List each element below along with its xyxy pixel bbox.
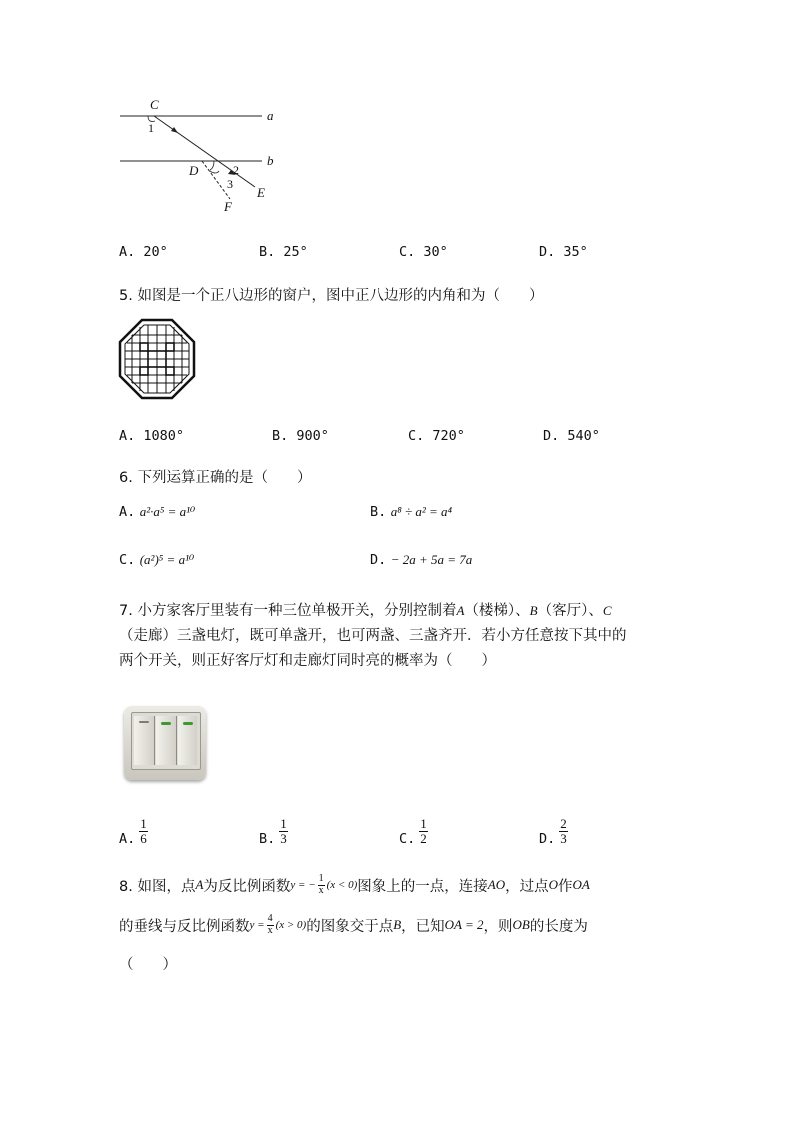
q5-option-c[interactable]: C. 720° xyxy=(408,428,465,444)
q8-line-3: （ ） xyxy=(119,957,177,973)
q4-option-b[interactable]: B. 25° xyxy=(259,244,308,260)
label-3: 3 xyxy=(227,177,233,191)
three-way-switch-image xyxy=(124,706,206,780)
q7-line-3: 两个开关，则正好客厅灯和走廊灯同时亮的概率为（ ） xyxy=(119,653,496,669)
q7-option-c[interactable]: C. $\frac{1}{2}$ xyxy=(399,815,427,847)
q6-option-d[interactable]: D. − 2a + 5a = 7a xyxy=(370,552,473,568)
label-2: 2 xyxy=(233,163,239,177)
q4-option-a[interactable]: A. 20° xyxy=(119,244,168,260)
q5-text: 5. 如图是一个正八边形的窗户，图中正八边形的内角和为（ ） xyxy=(119,288,544,304)
q4-option-d[interactable]: D. 35° xyxy=(539,244,588,260)
q6-option-b[interactable]: B. a⁸ ÷ a² = a⁴ xyxy=(370,504,453,520)
label-a: a xyxy=(267,108,274,123)
q7-line-2: （走廊）三盏电灯，既可单盏开，也可两盏、三盏齐开．若小方任意按下其中的 xyxy=(119,628,627,644)
switch-middle xyxy=(156,716,177,765)
label-b: b xyxy=(267,153,274,168)
q6-option-a[interactable]: A. a²·a⁵ = a¹⁰ xyxy=(119,504,196,520)
angle-2-arc xyxy=(210,161,214,170)
q6-text: 6. 下列运算正确的是（ ） xyxy=(119,470,312,486)
label-F: F xyxy=(224,199,232,214)
q7-option-a[interactable]: A. $\frac{1}{6}$ xyxy=(119,815,147,847)
angle-3-arc xyxy=(210,171,219,173)
q7-line-1: 7. 小方家客厅里装有一种三位单极开关，分别控制着A（楼梯）、B（客厅）、C xyxy=(119,603,612,619)
q6-option-c[interactable]: C. (a²)⁵ = a¹⁰ xyxy=(119,552,195,568)
line-ce xyxy=(154,116,255,187)
q7-option-d[interactable]: D. $\frac{2}{3}$ xyxy=(539,815,567,847)
q8-line-2: 的垂线与反比例函数 y = $\frac{4}{x}$ (x > 0) 的图象交于点 B ，已知 OA = 2 ，则 OB 的长度为 xyxy=(119,913,588,936)
label-1: 1 xyxy=(148,121,154,135)
arrow-head xyxy=(171,127,178,133)
switch-left xyxy=(134,716,155,765)
switch-right xyxy=(178,716,197,765)
label-D: D xyxy=(189,163,199,178)
parallel-lines-figure xyxy=(110,95,290,220)
octagon-window-figure xyxy=(118,318,196,400)
q7-option-b[interactable]: B. $\frac{1}{3}$ xyxy=(259,815,287,847)
q5-option-a[interactable]: A. 1080° xyxy=(119,428,185,444)
q4-option-c[interactable]: C. 30° xyxy=(399,244,448,260)
q5-option-b[interactable]: B. 900° xyxy=(272,428,329,444)
label-C: C xyxy=(150,97,159,112)
label-E: E xyxy=(257,185,265,200)
q5-option-d[interactable]: D. 540° xyxy=(543,428,600,444)
q8-line-1: 8. 如图，点 A 为反比例函数 y = − $\frac{1}{x}$ (x < 0) 图象上的一点，连接 AO ，过点 O 作 OA xyxy=(119,873,590,896)
